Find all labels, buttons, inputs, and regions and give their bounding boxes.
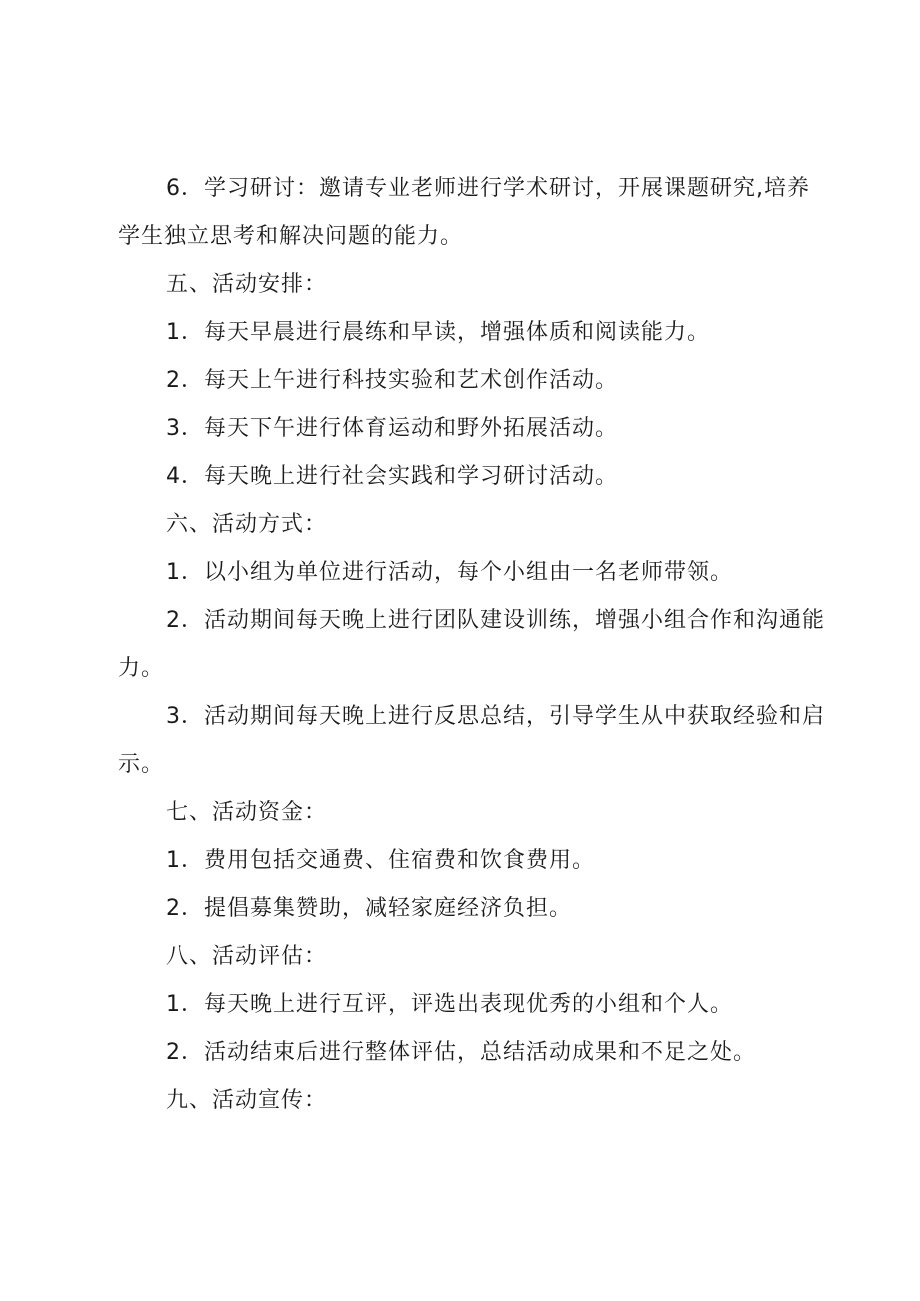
paragraph-schedule-1: 1．每天早晨进行晨练和早读，增强体质和阅读能力。 bbox=[166, 320, 710, 345]
paragraph-funds-1: 1．费用包括交通费、住宿费和饮食费用。 bbox=[166, 848, 595, 873]
heading-activity-evaluation: 八、活动评估： bbox=[166, 944, 328, 969]
paragraph-funds-2: 2．提倡募集赞助，减轻家庭经济负担。 bbox=[166, 896, 572, 921]
heading-activity-funds: 七、活动资金： bbox=[166, 800, 328, 825]
paragraph-evaluation-1: 1．每天晚上进行互评，评选出表现优秀的小组和个人。 bbox=[166, 992, 733, 1017]
paragraph-method-2: 2．活动期间每天晚上进行团队建设训练，增强小组合作和沟通能力。 bbox=[118, 608, 825, 681]
paragraph-schedule-2: 2．每天上午进行科技实验和艺术创作活动。 bbox=[166, 368, 618, 393]
heading-activity-publicity: 九、活动宣传： bbox=[166, 1088, 328, 1113]
paragraph-schedule-3: 3．每天下午进行体育运动和野外拓展活动。 bbox=[166, 416, 618, 441]
paragraph-method-3: 3．活动期间每天晚上进行反思总结，引导学生从中获取经验和启示。 bbox=[118, 704, 825, 777]
paragraph-method-1: 1．以小组为单位进行活动，每个小组由一名老师带领。 bbox=[166, 560, 733, 585]
paragraph-schedule-4: 4．每天晚上进行社会实践和学习研讨活动。 bbox=[166, 464, 618, 489]
heading-activity-method: 六、活动方式： bbox=[166, 512, 328, 537]
paragraph-evaluation-2: 2．活动结束后进行整体评估，总结活动成果和不足之处。 bbox=[166, 1040, 756, 1065]
paragraph-study-seminar: 6．学习研讨：邀请专业老师进行学术研讨，开展课题研究,培养学生独立思考和解决问题的能力。 bbox=[118, 176, 810, 249]
heading-activity-schedule: 五、活动安排： bbox=[166, 272, 328, 297]
document-body bbox=[118, 165, 830, 1125]
